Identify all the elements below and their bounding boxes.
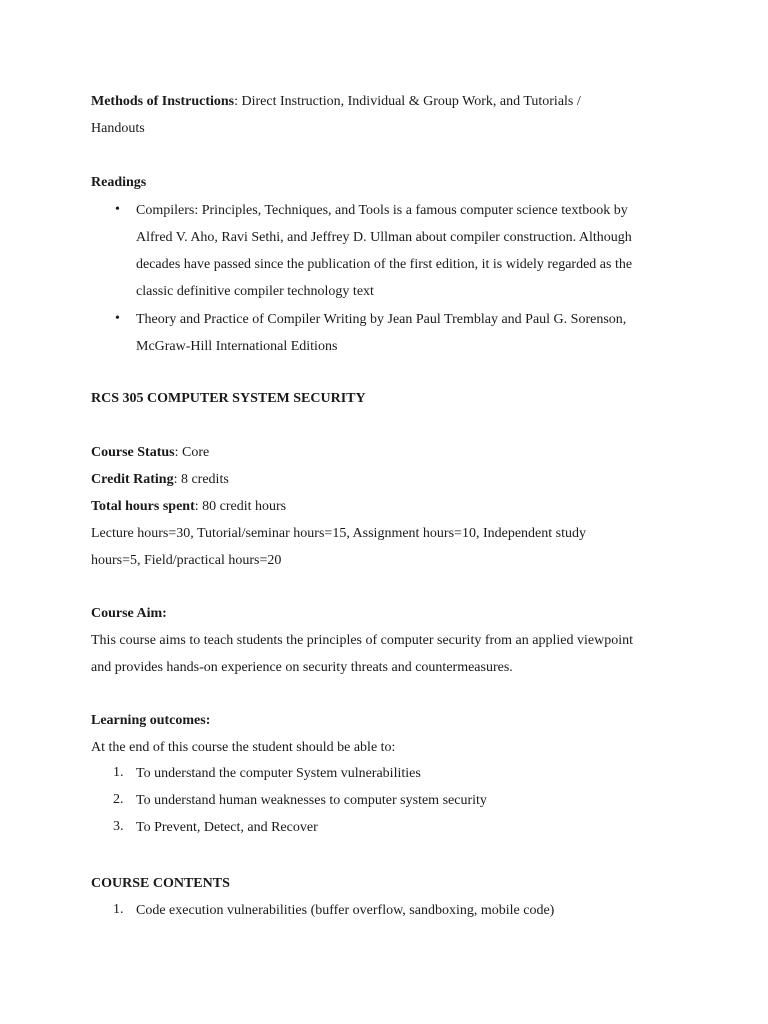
course-aim-text-continued: and provides hands-on experience on security threats and countermeasures. xyxy=(91,660,513,675)
content-number: 1. xyxy=(113,902,124,917)
course-title: RCS 305 COMPUTER SYSTEM SECURITY xyxy=(91,391,366,406)
bullet-icon: • xyxy=(115,202,120,217)
course-status xyxy=(91,444,209,462)
content-item: Code execution vulnerabilities (buffer overflow, sandboxing, mobile code) xyxy=(136,903,555,918)
methods-text: : Direct Instruction, Individual & Group Work, and Tutorials / xyxy=(234,94,581,109)
credit-rating-label: Credit Rating xyxy=(91,472,174,487)
total-hours-label: Total hours spent xyxy=(91,499,195,514)
outcome-number: 1. xyxy=(113,765,124,780)
reading-1-line: classic definitive compiler technology text xyxy=(136,284,374,299)
total-hours-value: : 80 credit hours xyxy=(194,499,287,514)
learning-outcomes-intro: At the end of this course the student should be able to: xyxy=(91,740,396,755)
course-status-label: Course Status xyxy=(91,445,175,460)
course-contents-heading: COURSE CONTENTS xyxy=(91,876,230,891)
methods-label: Methods of Instructions xyxy=(91,94,235,109)
reading-2-line: McGraw-Hill International Editions xyxy=(136,339,338,354)
outcome-item: To Prevent, Detect, and Recover xyxy=(136,820,318,835)
total-hours xyxy=(91,498,286,516)
methods-line xyxy=(91,93,581,111)
methods-text-continued: Handouts xyxy=(91,121,145,136)
course-aim-heading: Course Aim: xyxy=(91,606,167,621)
outcome-item: To understand the computer System vulnerabilities xyxy=(136,766,421,781)
outcome-item: To understand human weaknesses to computer system security xyxy=(136,793,487,808)
reading-1-line: Alfred V. Aho, Ravi Sethi, and Jeffrey D. Ullman about compiler construction. Although xyxy=(136,230,632,245)
outcome-number: 3. xyxy=(113,819,124,834)
hours-breakdown-continued: hours=5, Field/practical hours=20 xyxy=(91,553,282,568)
readings-heading: Readings xyxy=(91,175,147,190)
credit-rating-value: : 8 credits xyxy=(173,472,229,487)
reading-1-line: decades have passed since the publication of the first edition, it is widely regarded as the xyxy=(136,257,633,272)
outcome-number: 2. xyxy=(113,792,124,807)
reading-2-line: Theory and Practice of Compiler Writing by Jean Paul Tremblay and Paul G. Sorenson, xyxy=(136,312,627,327)
course-status-value: : Core xyxy=(174,445,210,460)
credit-rating xyxy=(91,471,229,489)
hours-breakdown: Lecture hours=30, Tutorial/seminar hours=15, Assignment hours=10, Independent study xyxy=(91,526,586,541)
course-aim-text: This course aims to teach students the principles of computer security from an applied viewpoint xyxy=(91,633,633,648)
reading-1-line: Compilers: Principles, Techniques, and Tools is a famous computer science textbook by xyxy=(136,203,628,218)
learning-outcomes-heading: Learning outcomes: xyxy=(91,713,211,728)
bullet-icon: • xyxy=(115,311,120,326)
